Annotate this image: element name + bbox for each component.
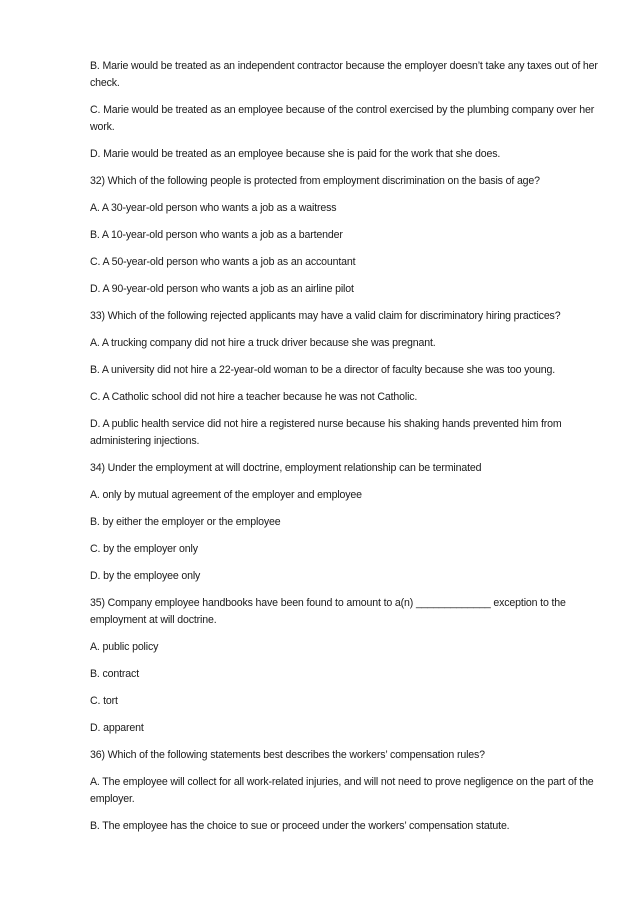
answer-31-d: D. Marie would be treated as an employee because she is paid for the work that she does.: [90, 148, 501, 160]
answer-36-a: A. The employee will collect for all work-related injuries, and will not need to prove negligence on the part of the employer.: [90, 776, 594, 805]
answer-31-b: B. Marie would be treated as an independent contractor because the employer doesn’t take any taxes out of her check.: [90, 60, 598, 89]
answer-35-a: A. public policy: [90, 641, 159, 653]
answer-32-b: B. A 10-year-old person who wants a job as a bartender: [90, 229, 343, 241]
answer-32-c: C. A 50-year-old person who wants a job as an accountant: [90, 256, 356, 268]
answer-34-c: C. by the employer only: [90, 543, 198, 555]
answer-32-a: A. A 30-year-old person who wants a job as a waitress: [90, 202, 337, 214]
answer-33-d: D. A public health service did not hire a registered nurse because his shaking hands prevented him from administering injections.: [90, 418, 562, 447]
answer-35-d: D. apparent: [90, 722, 144, 734]
answer-33-b: B. A university did not hire a 22-year-old woman to be a director of faculty because she was too young.: [90, 364, 556, 376]
question-35: 35) Company employee handbooks have been found to amount to a(n) _____________ exception to the employment at will doctrine.: [90, 597, 566, 626]
answer-35-c: C. tort: [90, 695, 118, 707]
answer-31-c: C. Marie would be treated as an employee because of the control exercised by the plumbing company over her work.: [90, 104, 595, 133]
answer-32-d: D. A 90-year-old person who wants a job as an airline pilot: [90, 283, 354, 295]
document-body: [90, 58, 600, 845]
answer-35-b: B. contract: [90, 668, 139, 680]
question-33: 33) Which of the following rejected applicants may have a valid claim for discriminatory hiring practices?: [90, 310, 561, 322]
question-32: 32) Which of the following people is protected from employment discrimination on the basis of age?: [90, 175, 540, 187]
answer-34-a: A. only by mutual agreement of the employer and employee: [90, 489, 362, 501]
answer-33-c: C. A Catholic school did not hire a teacher because he was not Catholic.: [90, 391, 418, 403]
answer-33-a: A. A trucking company did not hire a truck driver because she was pregnant.: [90, 337, 436, 349]
question-34: 34) Under the employment at will doctrine, employment relationship can be terminated: [90, 462, 482, 474]
question-36: 36) Which of the following statements best describes the workers’ compensation rules?: [90, 749, 485, 761]
answer-36-b: B. The employee has the choice to sue or proceed under the workers’ compensation statute.: [90, 820, 510, 832]
answer-34-b: B. by either the employer or the employee: [90, 516, 281, 528]
answer-34-d: D. by the employee only: [90, 570, 201, 582]
